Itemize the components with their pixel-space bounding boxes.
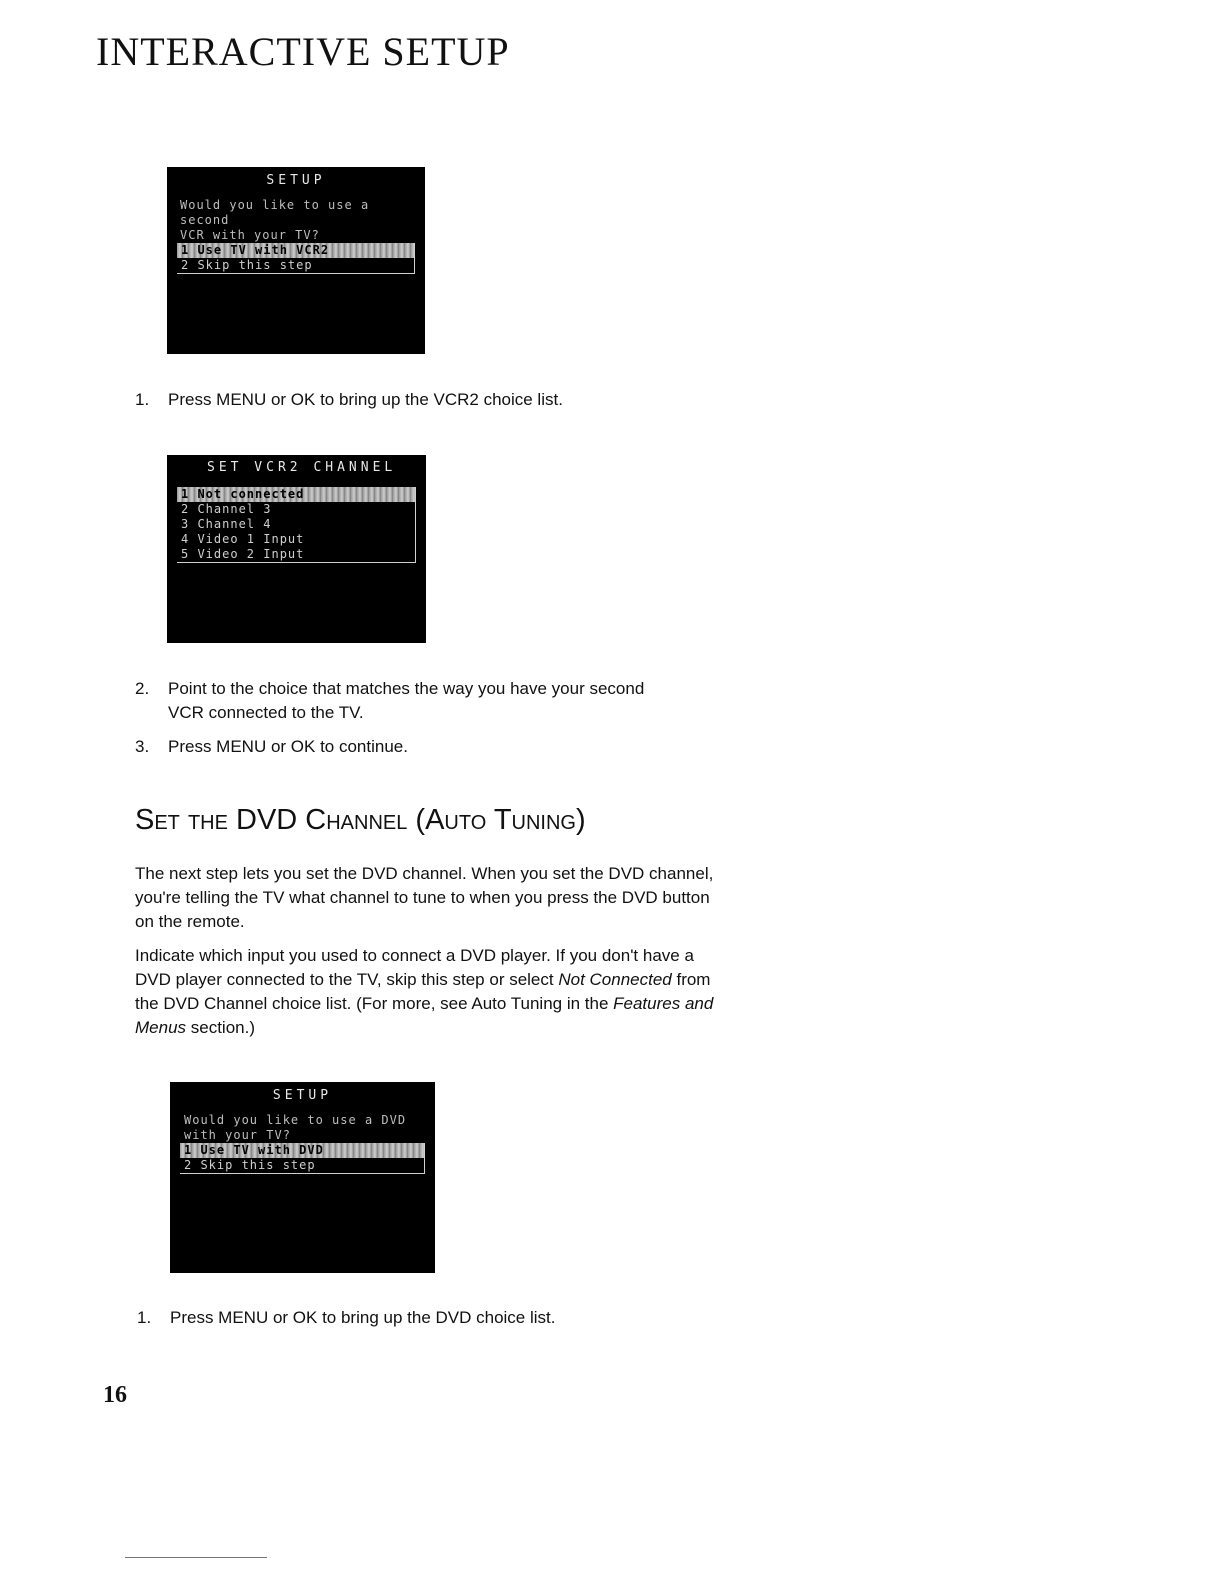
screen-prompt <box>170 1103 435 1143</box>
screen-option: 5 Video 2 Input <box>181 547 305 561</box>
step-text: Press MENU or OK to bring up the VCR2 choice list. <box>168 390 563 409</box>
emphasis-text: Features and Menus <box>135 994 714 1037</box>
emphasis-text: Not Connected <box>558 970 672 989</box>
step-text: Point to the choice that matches the way you have your second <box>168 679 645 698</box>
screen-prompt-line: Would you like to use a second <box>180 198 370 227</box>
paragraph-text: from the DVD Channel choice list. (For more, see Auto Tuning in the <box>135 970 711 1013</box>
step-number: 1. <box>137 1308 152 1327</box>
screen-title: SET VCR2 CHANNEL <box>207 460 397 475</box>
screen-prompt-line: VCR with your TV? <box>180 228 320 242</box>
tv-setup-screen-dvd <box>170 1082 435 1273</box>
tv-setup-screen-vcr2 <box>167 167 425 354</box>
step-text: Press MENU or OK to continue. <box>168 737 408 756</box>
paragraph: The next step lets you set the DVD channel. When you set the DVD channel, you're telling the TV what channel to tune to when you press the DVD button on the remote. <box>135 864 714 931</box>
step-number: 1. <box>135 390 150 409</box>
screen-option-selected: 1 Use TV with VCR2 <box>177 243 414 258</box>
screen-option-list <box>180 1143 425 1174</box>
screen-option: 2 Skip this step <box>181 258 313 272</box>
screen-title: SETUP <box>272 1088 333 1103</box>
step-number: 2. <box>135 679 150 698</box>
screen-option: 3 Channel 4 <box>181 517 272 531</box>
screen-title: SETUP <box>266 173 326 188</box>
screen-prompt <box>167 188 425 243</box>
step-text: VCR connected to the TV. <box>168 703 364 722</box>
screen-option-list <box>177 487 416 563</box>
section-heading: Set the DVD Channel (Auto Tuning) <box>135 804 586 836</box>
divider <box>125 1557 267 1558</box>
screen-option: 2 Skip this step <box>184 1158 316 1172</box>
screen-prompt-line: with your TV? <box>184 1128 291 1142</box>
tv-set-vcr2-channel-screen <box>167 455 426 643</box>
screen-option-selected: 1 Use TV with DVD <box>180 1143 424 1158</box>
screen-option-selected: 1 Not connected <box>177 487 415 502</box>
page-number: 16 <box>103 1382 127 1408</box>
screen-option-list <box>177 243 415 274</box>
step-number: 3. <box>135 737 150 756</box>
screen-option: 2 Channel 3 <box>181 502 272 516</box>
screen-option: 4 Video 1 Input <box>181 532 305 546</box>
step-text: Press MENU or OK to bring up the DVD choice list. <box>170 1308 556 1327</box>
paragraph-text: Indicate which input you used to connect a DVD player. If you don't have a DVD player connected to the TV, skip this step or select <box>135 946 694 989</box>
page-title: INTERACTIVE SETUP <box>96 29 510 74</box>
paragraph <box>135 944 715 1040</box>
paragraph-text: section.) <box>186 1018 256 1037</box>
screen-prompt-line: Would you like to use a DVD <box>184 1113 407 1127</box>
